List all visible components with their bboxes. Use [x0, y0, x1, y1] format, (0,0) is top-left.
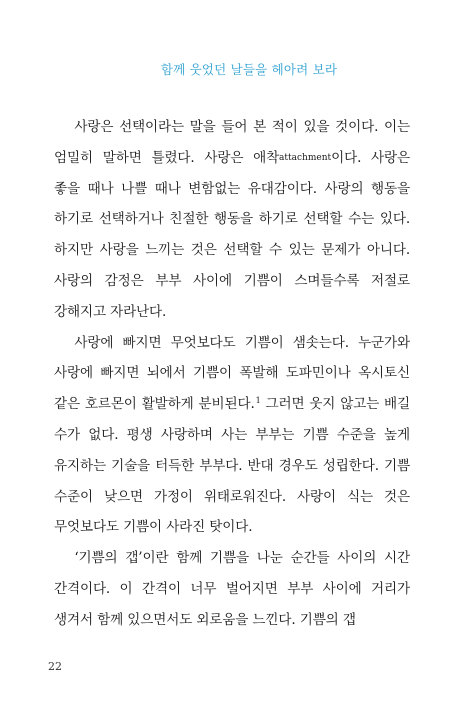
paragraph-2 [54, 328, 410, 544]
paragraph-3: ‘기쁨의 갭’이란 함께 기쁨을 나눈 순간들 사이의 시간 간격이다. 이 간격이 너무 벌어지면 부부 사이에 거리가 생겨서 함께 있으면서도 외로움을 느낀다. 기쁨의 갭 [54, 550, 410, 628]
footnote-marker: 1 [255, 396, 261, 406]
english-term: attachment [279, 152, 332, 163]
paragraph-2-text-b: 그러면 웃지 않고는 배길 수가 없다. 평생 사랑하며 사는 부부는 기쁨 수준을 높게 유지하는 기술을 터득한 부부다. 반대 경우도 성립한다. 기쁨 수준이 낮으면 가정이 위태로워진다. 사랑이 식는 것은 무엇보다도 기쁨이 사라진 탓이다. [54, 396, 410, 536]
body-text [54, 112, 410, 636]
paragraph-1 [54, 112, 410, 328]
page-number: 22 [48, 660, 62, 673]
paragraph-2-text-a: 사랑에 빠지면 무엇보다도 기쁨이 샘솟는다. 누군가와 사랑에 빠지면 뇌에서 기쁨이 폭발해 도파민이나 옥시토신 같은 호르몬이 활발하게 분비된다. [54, 334, 410, 413]
paragraph-1-text-a: 사랑은 선택이라는 말을 들어 본 적이 있을 것이다. 이는 엄밀히 말하면 틀렸다. 사랑은 애착 [54, 119, 410, 166]
paragraph-1-text-b: 이다. 사랑은 좋을 때나 나쁠 때나 변함없는 유대감이다. 사랑의 행동을 하기로 선택하거나 친절한 행동을 하기로 선택할 수는 있다. 하지만 사랑을 느끼는 것은 선택할 수 있는 문제가 아니다. 사랑의 감정은 부부 사이에 기쁨이 스며들수록 저절로 강해지고 자라난다. [54, 149, 410, 320]
running-header: 함께 웃었던 날들을 헤아려 보라 [160, 62, 338, 77]
